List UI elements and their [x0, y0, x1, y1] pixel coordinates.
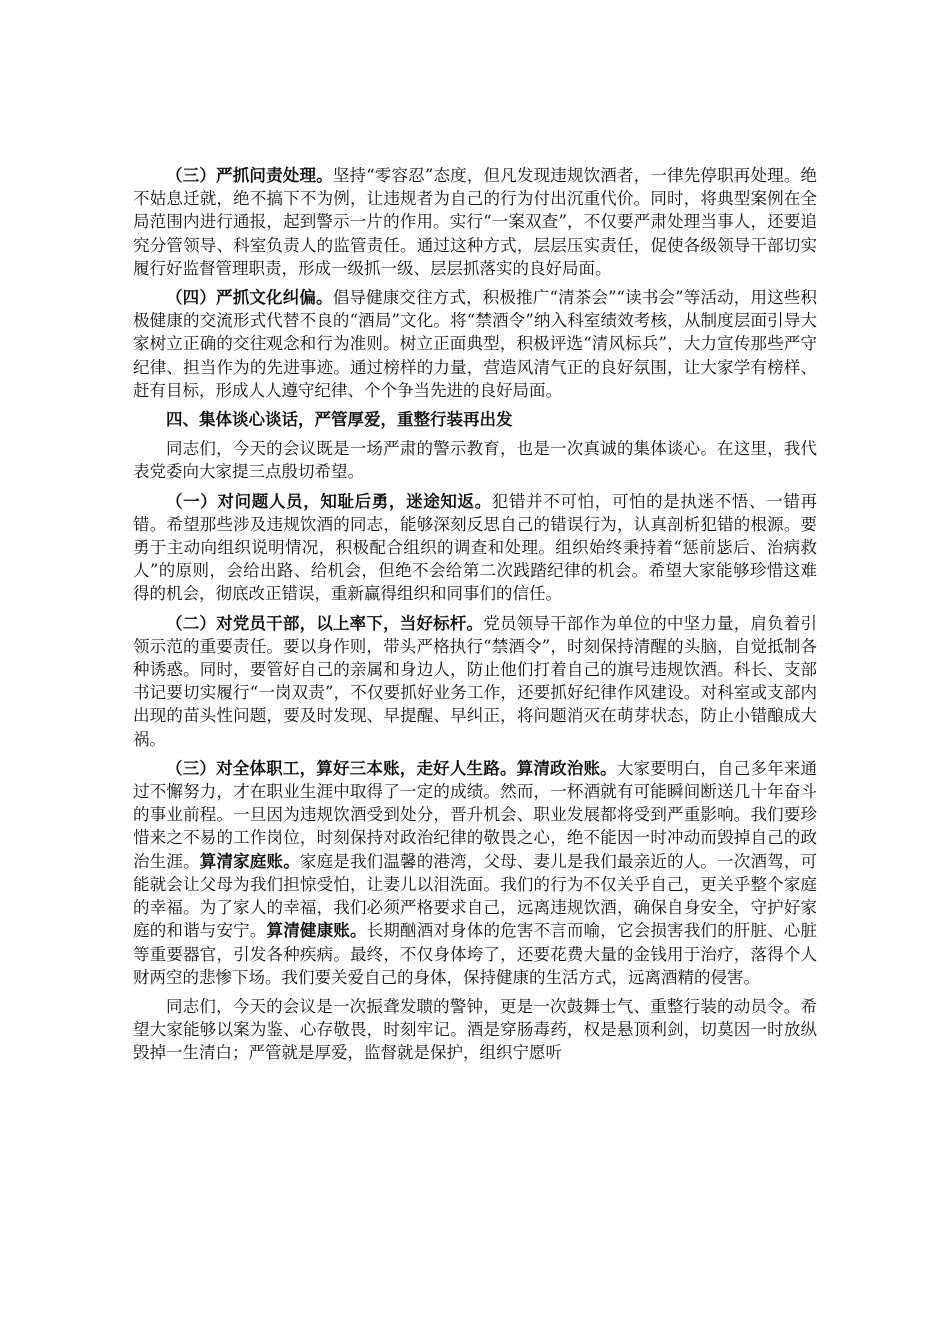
- health-account-text: 长期酗酒对身体的危害不言而喻，它会损害我们的肝脏、心脏等重要器官，引发各种疾病。最终，不仅身体垮了，还要花费大量的金钱用于治疗，落得个人财两空的悲惨下场。我们要关爱自己的身体，保持健康的生活方式，远离酒精的侵害。: [133, 921, 817, 987]
- paragraph-lead: （二）对党员干部，以上率下，当好标杆。: [166, 613, 484, 633]
- paragraph-party-cadres: [133, 612, 817, 751]
- paragraph-all-staff: [133, 757, 817, 989]
- paragraph-body: 同志们，今天的会议既是一场严肃的警示教育，也是一次真诚的集体谈心。在这里，我代表党委向大家提三点殷切希望。: [133, 439, 817, 482]
- paragraph-body: 倡导健康交往方式，积极推广“清茶会”“读书会”等活动，用这些积极健康的交流形式代替不良的“酒局”文化。将“禁酒令”纳入科室绩效考核，从制度层面引导大家树立正确的交往观念和行为准则。树立正面典型，积极评选“清风标兵”，大力宣传那些严守纪律、担当作为的先进事迹。通过榜样的力量，营造风清气正的良好氛围，让大家学有榜样、赶有目标，形成人人遵守纪律、个个争当先进的良好局面。: [133, 288, 817, 400]
- paragraph-body: 党员领导干部作为单位的中坚力量，肩负着引领示范的重要责任。要以身作则，带头严格执行“禁酒令”，时刻保持清醒的头脑，自觉抵制各种诱惑。同时，要管好自己的亲属和身边人，防止他们打着自己的旗号违规饮酒。科长、支部书记要切实履行“一岗双责”，不仅要抓好业务工作，还要抓好纪律作风建设。对科室或支部内出现的苗头性问题，要及时发现、早提醒、早纠正，将问题消灭在萌芽状态，防止小错酿成大祸。: [133, 613, 818, 749]
- paragraph-lead: （四）严抓文化纠偏。: [166, 288, 333, 308]
- paragraph-body: 坚持“零容忍”态度，但凡发现违规饮酒者，一律先停职再处理。绝不姑息迁就，绝不搞下不为例，让违规者为自己的行为付出沉重代价。同时，将典型案例在全局范围内进行通报，起到警示一片的作用。实行“一案双查”，不仅要严肃处理当事人，还要追究分管领导、科室负责人的监管责任。通过这种方式，层层压实责任，促使各级领导干部切实履行好监督管理职责，形成一级抓一级、层层抓落实的良好局面。: [133, 166, 817, 278]
- section-heading: 四、集体谈心谈话，严管厚爱，重整行装再出发: [166, 410, 513, 430]
- political-account-label: 算清政治账。: [516, 758, 617, 778]
- family-account-text: 家庭是我们温馨的港湾，父母、妻儿是我们最亲近的人。一次酒驾，可能就会让父母为我们担惊受怕，让妻儿以泪洗面。我们的行为不仅关乎自己，更关乎整个家庭的幸福。为了家人的幸福，我们必须严格要求自己，远离违规饮酒，确保自身安全，守护好家庭的和谐与安宁。: [133, 851, 817, 941]
- political-account-text: 大家要明白，自己多年来通过不懈努力，才在职业生涯中取得了一定的成绩。然而，一杯酒就有可能瞬间断送几十年奋斗的事业前程。一旦因为违规饮酒受到处分，晋升机会、职业发展都将受到严重影响。我们要珍惜来之不易的工作岗位，时刻保持对政治纪律的敬畏之心，绝不能因一时冲动而毁掉自己的政治生涯。: [133, 758, 818, 871]
- paragraph-problem-staff: [133, 490, 817, 606]
- paragraph-culture: [133, 286, 817, 402]
- family-account-label: 算清家庭账。: [199, 851, 300, 871]
- document-page: [133, 164, 817, 1071]
- paragraph-body: 同志们，今天的会议是一次振聋发聩的警钟，更是一次鼓舞士气、重整行装的动员令。希望大家能够以案为鉴、心存敬畏，时刻牢记。酒是穿肠毒药，权是悬顶利剑，切莫因一时放纵毁掉一生清白；严管就是厚爱，监督就是保护，组织宁愿听: [133, 996, 817, 1063]
- paragraph-lead: （三）严抓问责处理。: [166, 166, 333, 185]
- paragraph-intro: [133, 437, 817, 483]
- paragraph-body: 犯错并不可怕，可怕的是执迷不悟、一错再错。希望那些涉及违规饮酒的同志，能够深刻反思自己的错误行为，认真剖析犯错的根源。要勇于主动向组织说明情况，积极配合组织的调查和处理。组织始终秉持着“惩前毖后、治病救人”的原则，会给出路、给机会，但绝不会给第二次践踏纪律的机会。希望大家能够珍惜这难得的机会，彻底改正错误，重新赢得组织和同事们的信任。: [133, 491, 818, 604]
- paragraph-lead: （一）对问题人员，知耻后勇，迷途知返。: [166, 491, 492, 511]
- paragraph-accountability: [133, 164, 817, 280]
- paragraph-closing: [133, 995, 817, 1065]
- health-account-label: 算清健康账。: [266, 921, 367, 941]
- paragraph-lead: （三）对全体职工，算好三本账，走好人生路。: [166, 758, 517, 778]
